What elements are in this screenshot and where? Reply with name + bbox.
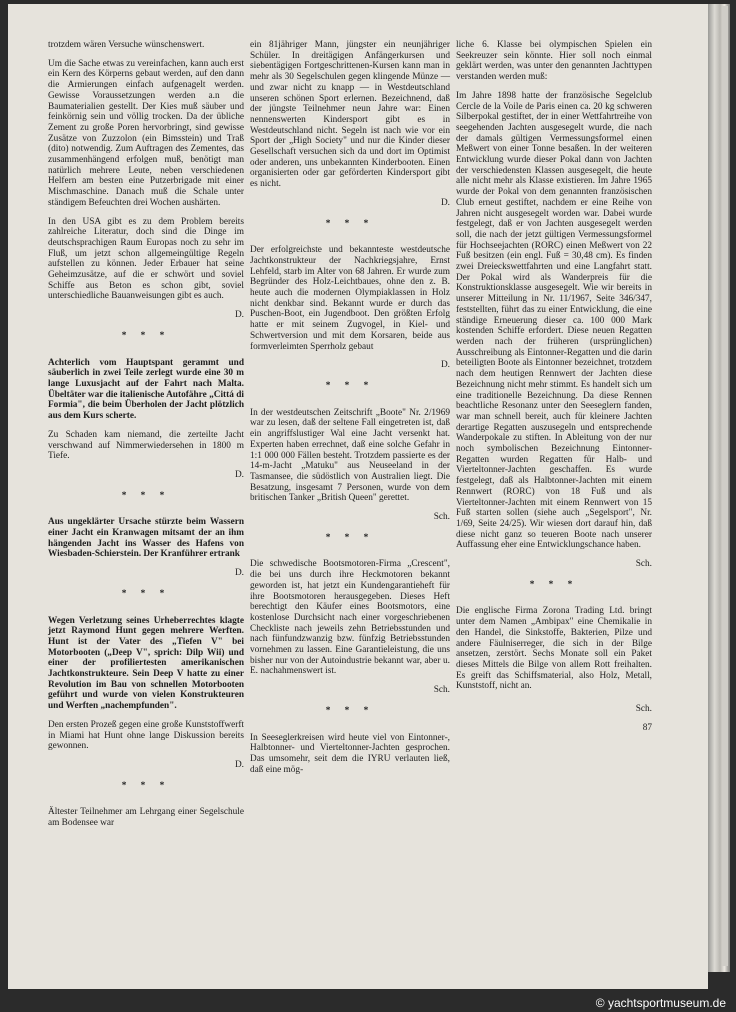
paragraph-concrete-boats: Um die Sache etwas zu vereinfachen, kann auch erst ein Kern des Körperns gebaut werden, auf den dann die Armierungen einfach aufgenagelt werden. Gewisse Voraussetzungen werden a.n die Baumaterialien gestellt. Der Kies muß säuber und feinkörnig sein und völlig trocken. Da der übliche Zement zu große Poren hervorbringt, sind gewisse Zusätze von Zuzzolon (ein Bimsstein) und Traß (dito) notwendig. Zum Auftragen des Zementes, das zusammenhängend erfolgen muß, benötigt man natürlich mehrere Leute, neben verschiedenen Helfern am besten eine Putzerbrigade mit einer Mischmaschine. Danach muß die Schale unter ständigem Befeuchten drei Wochen aushärten. [48,58,244,208]
author-signature: D. [234,759,244,770]
section-separator: * * * [121,490,171,501]
author-signature: Sch. [433,685,450,696]
section-separator: * * * [325,380,375,391]
paragraph: Zu Schaden kam niemand, die zerteilte Jacht verschwand auf Nimmerwiedersehen in 1800 m Tiefe. [48,429,244,462]
column-left [48,40,244,837]
paragraph-oldest-participant: Ältester Teilnehmer am Lehrgang einer Segelschule am Bodensee war [48,807,244,829]
author-signature: D. [234,310,244,321]
section-separator: * * * [325,532,375,543]
paragraph-ambipax: Die englische Firma Zorona Trading Ltd. bringt unter dem Namen „Ambipax" eine Chemikalie in den Handel, die Sinkstoffe, Bakterien, Pilze und andere Fäulniserreger, die sich in der Bilge ansetzen, zerstört. Sechs Monate soll ein Paket dieses Mittels die Bilge von allem Rott freihalten. Es greift das Schiffsmaterial, also Holz, Metall, Kunststoff, nicht an. [456,606,652,692]
paragraph-usa-literature: In den USA gibt es zu dem Problem bereits zahlreiche Literatur, doch sind die Dinge im deutschsprachigen Raum Europas noch zu sehr im Fluß, um jetzt schon allgemeingültige Regeln aufstellen zu können. Jeder Erbauer hat seine Geheimzusätze, auf die er schwört und soviel Schiffe aus Beton es schon gibt, soviel unterschiedliche Bauanweisungen gibt es auch. [48,216,244,302]
paragraph-crane-accident: Aus ungeklärter Ursache stürzte beim Wassern einer Jacht ein Kranwagen mitsamt der an ihm hängenden Jacht ins Wasser des Hafens von Wiesbaden-Schierstein. Der Kranführer ertrank [48,517,244,560]
section-separator: * * * [121,330,171,341]
book-edge-strip [722,6,728,966]
paragraph-tonner-classes: In Seeseglerkreisen wird heute viel von Eintonner-, Halbtonner- und Vierteltonner-Jachten gesprochen. Das umsomehr, seit dem die IYRU verlauten ließ, daß eine mög- [250,732,450,775]
author-signature: D. [440,360,450,371]
paragraph: liche 6. Klasse bei olympischen Spielen ein Seekreuzer sein könnte. Hier soll noch einmal geklärt werden, was unter den genannten Jachttypen verstanden werden muß: [456,40,652,83]
author-signature: Sch. [635,704,652,715]
section-separator: * * * [325,705,375,716]
paragraph: Den ersten Prozeß gegen eine große Kunststoffwerft in Miami hat Hunt ohne lange Diskussion bereits gewonnen. [48,719,244,752]
paragraph-whale-attack: In der westdeutschen Zeitschrift „Boote" Nr. 2/1969 war zu lesen, daß der seltene Fall eingetreten ist, daß ein angriffslustiger Wal eine Jacht versenkt hat. Experten haben errechnet, daß eine solche Gefahr in 1:1 000 000 Fällen besteht. Trotzdem passierte es der 14-m-Jacht „Matuku" aus Neuseeland in der Tasmansee, die südöstlich von Australien liegt. Die Besatzung, insgesamt 7 Personen, wurde von dem britischen Tanker „British Queen" gerettet. [250,407,450,504]
paragraph-lehfeld-obituary: Der erfolgreichste und bekannteste westdeutsche Jachtkonstrukteur der Nachkriegsjahre, Ernst Lehfeld, starb im Alter von 68 Jahren. Er wurde zum Begründer des Holz-Leichtbaues, ohne den z. B. heute auch die modernen Olympiaklassen in Holz nicht denkbar sind. Bekannt wurde er durch das Puschen-Boot, ein Jugendboot. Den größten Erfolg hatte er mit seinem Zugvogel, in Kiel- und Schwertversion und mit dem Korsaren, beide aus formverleimten Sperrholz gebaut [250,245,450,352]
author-signature: D. [234,568,244,579]
paragraph-sailing-schools: ein 81jähriger Mann, jüngster ein neunjähriger Schüler. In dreitägigen Anfängerkursen und siebentägigen Fortgeschrittenen-Kursen kann man in mehr als 30 Segelschulen gegen klingende Münze — und zwar nicht zu knapp — in Westdeutschland unseren schönen Sport erlernen. Bezeichnend, daß der jüngste Teilnehmer neun Jahre war: Einen nennenswerten Kindersport gibt es in Westdeutschland nicht. Segeln ist nach wie vor ein Sport der „High Society" und nur die Kinder dieser Gesellschaft versuchen sich da und dort im Optimist oder anderen, uns unbekannten Kinderbooten. Einen organisierten oder gar geförderten Kindersport gibt es nicht. [250,40,450,190]
section-separator: * * * [325,218,375,229]
paragraph-hunt-lawsuit: Wegen Verletzung seines Urheberrechtes klagte jetzt Raymond Hunt gegen mehrere Werften. Hunt ist der Vater des „Tiefen V" bei Motorbooten („Deep V", sprich: Dilp Wii) und einer der profiliertesten amerikanischen Jachtkonstrukteure. Sein Deep V hatte zu einer Revolution im Bau von schnellen Motorbooten geführt und wurde von vielen Konstrukteuren und Werften „nachempfunden". [48,615,244,712]
author-signature: Sch. [635,559,652,570]
column-right [456,40,652,980]
section-separator: * * * [529,579,579,590]
section-separator: * * * [121,780,171,791]
author-signature: D. [440,197,450,208]
paragraph-malta-accident: Achterlich vom Hauptspant gerammt und säuberlich in zwei Teile zerlegt wurde eine 30 m lange Luxusjacht auf der Fahrt nach Malta. Übeltäter war die italienische Autofähre „Cittá di Formia", die beim Überholen der Jacht plötzlich aus dem Kurs scherte. [48,357,244,422]
author-signature: Sch. [433,512,450,523]
magazine-page [8,4,708,989]
paragraph-crescent-warranty: Die schwedische Bootsmotoren-Firma „Crescent", die bei uns durch ihre Heckmotoren bekannt geworden ist, hat jetzt ein Kundengarantieheft für ihre Bootsmotoren herausgegeben. Dieses Heft berechtigt den Käufer eines Bootsmotors, eine kostenlose Durchsicht nach einer vorgeschriebenen Checkliste nach jeweils zehn Betriebsstunden und nach fünfundzwanzig bzw. fünfzig Betriebsstunden vornehmen zu lassen. Eine Garantieleistung, die uns bisher nur von der Autoindustrie bekannt war, aber u. E. nachahmenswert ist. [250,559,450,677]
section-separator: * * * [121,588,171,599]
column-middle [250,40,450,783]
paragraph: trotzdem wären Versuche wünschenswert. [48,40,205,50]
paragraph-one-ton-cup: Im Jahre 1898 hatte der französische Segelclub Cercle de la Voile de Paris einen ca. 20 kg schweren Silberpokal gestiftet, der in einer Wettfahrtreihe von seegehenden Jachten ausgesegelt wurde, die nach der damals gültigen Vermessungsformel einen Meßwert von einer Tonne besaßen. In der weiteren Entwicklung wurde dieser Pokal dann von Jachten der verschiedensten Klassen ausgesegelt, die heute alle nicht mehr als Klasse existieren. Im Jahre 1965 wurde der Pokal von dem genannten französischen Club erneut gestiftet, nachdem er eine Reihe von Jahren nicht ausgesegelt worden war. Dabei wurde festgelegt, daß er von Jachten ausgesegelt werden soll, die nach der jetzt gültigen Vermessungsformel für Hochseejachten (RORC) einen Meßwert von 22 Fuß besitzen (ein engl. Fuß = 30,48 cm). Es finden zwei Dreieckswettfahrten und eine Langfahrt statt. Der Pokal wird als Wanderpreis für die Konstruktionsklasse ausgesegelt. Wie wir bereits in unserer Mitteilung in Nr. 11/1967, Seite 346/347, feststellten, führt das zu einer Entwicklung, die eine ständige Erneuerung dieser ca. 100 000 Mark kostenden Schiffe erfordert. Diese neuen Regatten werden nach der früheren (ursprünglichen) Ausschreibung als Eintonner-Regatten und die darin beteiligten Boote als Eintonner bezeichnet, trotzdem nach dem heutigen Rennwert der Jachten diese Bezeichnung nicht mehr stimmt. Es handelt sich um eine traditionelle Bezeichnung. Da diese Rennen beachtliche Resonanz unter den Seeseglern fanden, war man schnell bereit, auch für kleinere Jachten derartige Regatten auszusegeln und entsprechende Wanderpokale zu stiften. In Ableitung von der nur noch symbolischen Bezeichnung Eintonner-Regatten wurden Regatten für Halb- und Vierteltonner-Jachten geschaffen. Es wurde festgelegt, daß als Halbtonner-Jachten mit einem Rennwert (RORC) von 18 Fuß und als Vierteltonner-Jachten mit einem Rennwert von 15 Fuß starten sollen (siehe auch „Segelsport", Nr. 1/69, Seite 24/25). Wir wiesen dort darauf hin, daß diese nicht ganz so teueren Boote nach unserer Auffassung eher eine Entwicklungschance haben. [456,90,652,551]
author-signature: D. [234,469,244,480]
page-number: 87 [642,722,652,733]
watermark-credit: © yachtsportmuseum.de [595,996,726,1010]
